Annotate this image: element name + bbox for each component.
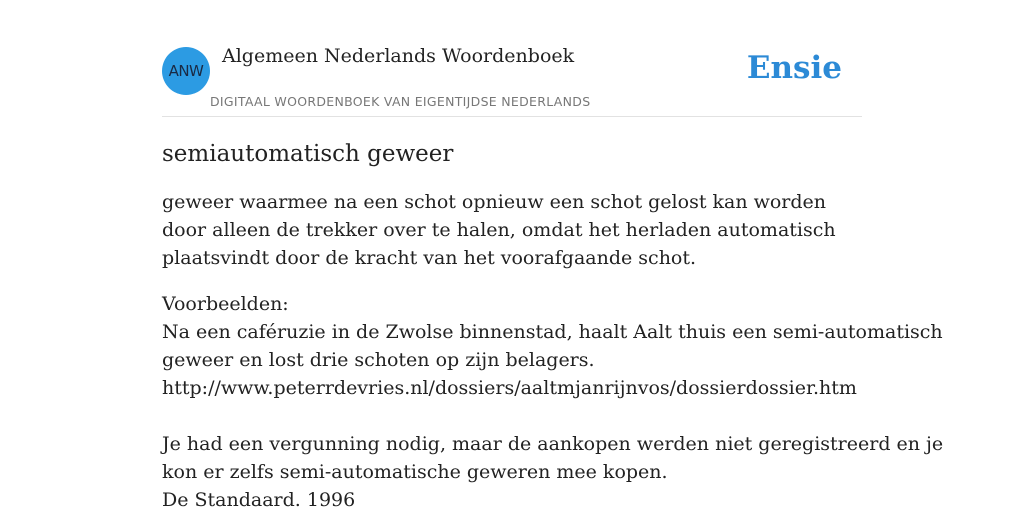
example-2-line-1: Je had een vergunning nodig, maar de aankopen werden niet geregistreerd en je xyxy=(162,433,944,455)
entry-definition: geweer waarmee na een schot opnieuw een schot gelost kan worden door alleen de trekker over te halen, omdat het herladen automatisch plaatsvindt door de kracht van het voorafgaande schot. xyxy=(162,191,836,269)
examples-section xyxy=(162,290,944,512)
entry-headword: semiautomatisch geweer xyxy=(162,141,454,167)
example-2-line-2: kon er zelfs semi-automatische geweren mee kopen. xyxy=(162,461,668,483)
site-header xyxy=(162,0,862,117)
example-1-line-1: Na een caféruzie in de Zwolse binnenstad, haalt Aalt thuis een semi-automatisch xyxy=(162,321,943,343)
entry-content xyxy=(162,138,944,512)
ensie-brand-logo[interactable]: Ensie xyxy=(746,50,842,86)
example-1-source: http://www.peterrdevries.nl/dossiers/aaltmjanrijnvos/dossierdossier.htm xyxy=(162,377,857,399)
site-subtitle: DIGITAAL WOORDENBOEK VAN EIGENTIJDSE NEDERLANDS xyxy=(210,94,591,109)
example-1-line-2: geweer en lost drie schoten op zijn belagers. xyxy=(162,349,595,371)
site-title[interactable]: Algemeen Nederlands Woordenboek xyxy=(222,45,575,67)
examples-label: Voorbeelden: xyxy=(162,293,289,315)
anw-logo[interactable]: ANW xyxy=(162,47,210,95)
example-2-source: De Standaard. 1996 xyxy=(162,489,356,511)
example-separator xyxy=(162,402,862,430)
